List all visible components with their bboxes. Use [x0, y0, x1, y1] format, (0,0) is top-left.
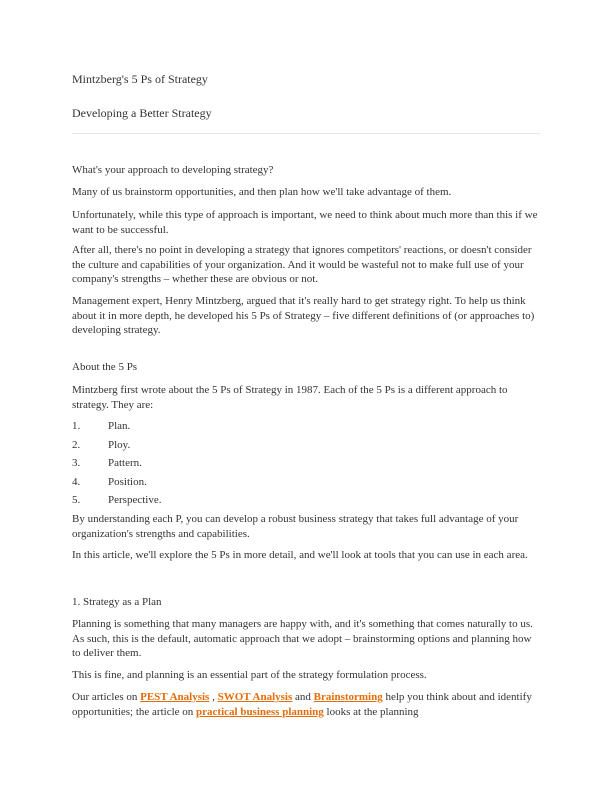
divider: [72, 133, 540, 134]
swot-analysis-link[interactable]: SWOT Analysis: [217, 691, 293, 703]
after-list-para-2: In this article, we'll explore the 5 Ps in more detail, and we'll look at tools that you can use in each area.: [72, 549, 528, 561]
list-item: 3. Pattern.: [72, 457, 142, 469]
intro-para-3: After all, there's no point in developing a strategy that ignores competitors' reactions, or doesn't consider the culture and capabilities of your organization. And it would be wasteful not to make full use of your company's strengths – whether these are obvious or not.: [72, 244, 532, 286]
business-planning-link[interactable]: practical business planning: [196, 705, 324, 718]
section1-para-1: Planning is something that many managers are happy with, and it's something that comes naturally to us. As such, this is the default, automatic approach that we adopt – brainstorming options and planning how to deliver them.: [72, 618, 533, 660]
list-item: 4. Position.: [72, 476, 147, 488]
doc-title: Mintzberg's 5 Ps of Strategy: [72, 72, 208, 86]
section1-para-2: This is fine, and planning is an essential part of the strategy formulation process.: [72, 669, 427, 681]
intro-question: What's your approach to developing strategy?: [72, 164, 274, 176]
list-item: 1. Plan.: [72, 420, 131, 432]
brainstorming-link[interactable]: Brainstorming: [313, 691, 383, 703]
section1-heading: 1. Strategy as a Plan: [72, 596, 162, 608]
links-para: Our articles on PEST Analysis , SWOT Analysis and Brainstorming help you think about and identify opportunities; the article on practical business planning looks at the planning: [72, 691, 532, 718]
intro-para-1: Many of us brainstorm opportunities, and then plan how we'll take advantage of them.: [72, 186, 452, 198]
intro-para-2: Unfortunately, while this type of approach is important, we need to think about much more than this if we want to be successful.: [72, 209, 538, 236]
list-item: 5. Perspective.: [72, 494, 162, 506]
after-list-para-1: By understanding each P, you can develop a robust business strategy that takes full advantage of your organization's strengths and capabilities.: [72, 513, 519, 540]
about-para: Mintzberg first wrote about the 5 Ps of Strategy in 1987. Each of the 5 Ps is a different approach to strategy. They are:: [72, 384, 508, 411]
list-item: 2. Ploy.: [72, 439, 131, 451]
intro-para-4: Management expert, Henry Mintzberg, argued that it's really hard to get strategy right. To help us think about it in more depth, he developed his 5 Ps of Strategy – five different definitions of (or approaches to) developing strategy.: [72, 295, 535, 337]
pest-analysis-link[interactable]: PEST Analysis: [140, 691, 210, 703]
about-heading: About the 5 Ps: [72, 361, 138, 373]
doc-subtitle: Developing a Better Strategy: [72, 106, 212, 120]
